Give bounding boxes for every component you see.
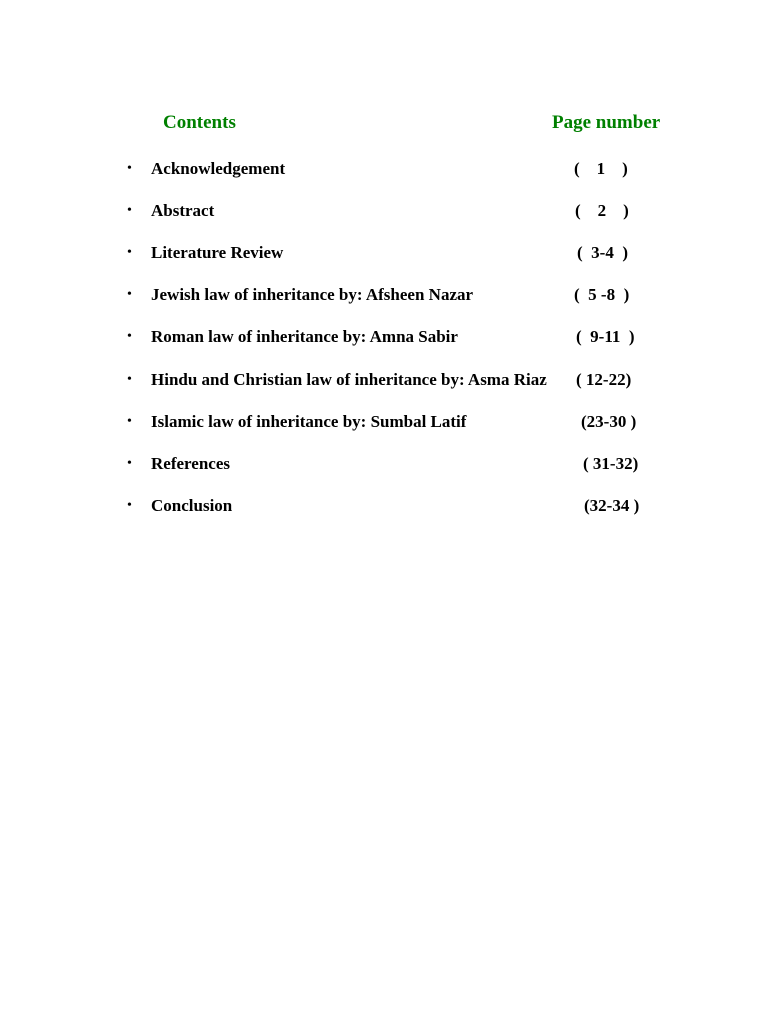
toc-entry-page-range: ( 9-11 ) xyxy=(576,327,635,346)
toc-entry-islamic-law xyxy=(0,410,700,434)
bullet-icon: • xyxy=(127,414,132,429)
toc-entry-title: Islamic law of inheritance by: Sumbal Latif xyxy=(151,412,467,431)
toc-entry-page-range: ( 1 ) xyxy=(574,159,628,178)
toc-entry-acknowledgement xyxy=(0,157,700,181)
toc-entry-references xyxy=(0,452,700,476)
bullet-icon: • xyxy=(127,203,132,218)
toc-entry-title: Hindu and Christian law of inheritance by: Asma Riaz xyxy=(151,370,547,389)
bullet-icon: • xyxy=(127,498,132,513)
bullet-icon: • xyxy=(127,456,132,471)
contents-heading: Contents xyxy=(163,112,236,133)
bullet-icon: • xyxy=(127,372,132,387)
toc-entry-title: Literature Review xyxy=(151,243,284,262)
bullet-icon: • xyxy=(127,287,132,302)
toc-entry-title: Conclusion xyxy=(151,496,233,515)
toc-entry-conclusion xyxy=(0,494,700,518)
toc-entry-hindu-christian-law xyxy=(0,368,700,392)
toc-entry-abstract xyxy=(0,199,700,223)
toc-entry-title: Jewish law of inheritance by: Afsheen Nazar xyxy=(151,285,474,304)
toc-entry-title: Roman law of inheritance by: Amna Sabir xyxy=(151,327,458,346)
bullet-icon: • xyxy=(127,161,132,176)
toc-entry-title: Abstract xyxy=(151,201,215,220)
toc-entry-page-range: ( 12-22) xyxy=(576,370,632,389)
toc-entry-jewish-law xyxy=(0,283,700,307)
page-number-heading: Page number xyxy=(552,112,661,133)
bullet-icon: • xyxy=(127,245,132,260)
toc-entry-title: Acknowledgement xyxy=(151,159,286,178)
bullet-icon: • xyxy=(127,329,132,344)
toc-entry-page-range: (32-34 ) xyxy=(584,496,640,515)
toc-entry-roman-law xyxy=(0,325,700,349)
toc-entry-page-range: ( 2 ) xyxy=(575,201,629,220)
toc-entry-literature-review xyxy=(0,241,700,265)
toc-entry-page-range: ( 5 -8 ) xyxy=(574,285,630,304)
toc-entry-title: References xyxy=(151,454,230,473)
toc-entry-page-range: ( 31-32) xyxy=(583,454,639,473)
toc-entry-page-range: ( 3-4 ) xyxy=(577,243,628,262)
toc-entry-page-range: (23-30 ) xyxy=(581,412,637,431)
